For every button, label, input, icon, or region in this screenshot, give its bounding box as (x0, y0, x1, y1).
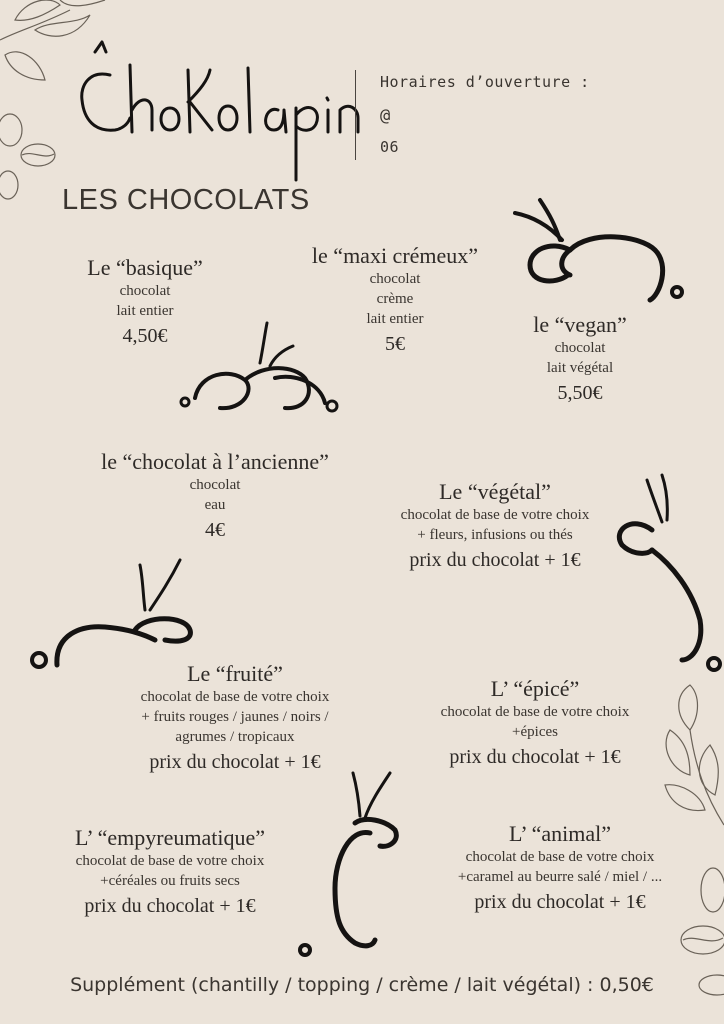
item-name: Le “végétal” (439, 479, 551, 504)
menu-item-epice (415, 676, 655, 770)
item-line: agrumes / tropicaux (175, 729, 295, 745)
item-name: L’ “empyreumatique” (75, 825, 265, 850)
rabbit-doodle-icon (612, 470, 724, 680)
item-line: lait végétal (546, 360, 614, 376)
rabbit-doodle-icon (295, 768, 410, 963)
item-line: + fruits rouges / jaunes / noirs / (141, 709, 329, 725)
leaf-branch-icon (655, 675, 724, 835)
menu-item-vegan (500, 312, 660, 406)
item-line: chocolat (554, 340, 606, 356)
item-line: +céréales ou fruits secs (100, 873, 240, 889)
item-price: 5,50€ (557, 382, 603, 404)
item-line: +épices (512, 724, 558, 740)
logo (60, 40, 360, 190)
menu-item-vegetal (375, 479, 615, 573)
header-divider (355, 70, 356, 160)
item-name: le “vegan” (533, 312, 627, 337)
item-price: 5€ (385, 333, 405, 355)
item-name: Le “fruité” (187, 661, 283, 686)
rabbit-doodle-icon (175, 318, 345, 418)
item-line: lait entier (116, 303, 174, 319)
item-line: chocolat de base de votre choix (140, 689, 330, 705)
item-line: crème (376, 291, 414, 307)
item-price: 4€ (205, 519, 225, 541)
item-line: eau (204, 497, 226, 513)
at-line: @ (380, 106, 391, 126)
item-line: + fleurs, infusions ou thés (417, 527, 573, 543)
item-line: chocolat (369, 271, 421, 287)
item-name: le “chocolat à l’ancienne” (101, 449, 329, 474)
item-line: chocolat de base de votre choix (465, 849, 655, 865)
menu-item-empyreumatique (45, 825, 295, 919)
item-price: prix du chocolat + 1€ (149, 751, 321, 773)
item-price: prix du chocolat + 1€ (474, 891, 646, 913)
menu-item-animal (420, 821, 700, 915)
item-line: chocolat de base de votre choix (75, 853, 265, 869)
item-name: le “maxi crémeux” (311, 243, 479, 268)
item-line: chocolat de base de votre choix (400, 507, 590, 523)
menu-item-fruite (105, 661, 365, 775)
item-line: chocolat (119, 283, 171, 299)
opening-hours-label: Horaires d’ouverture : (380, 73, 590, 91)
item-line: +caramel au beurre salé / miel / ... (457, 869, 663, 885)
supplement-note: Supplément (chantilly / topping / crème / lait végétal) : 0,50€ (70, 974, 654, 996)
item-name: L’ “animal” (508, 821, 611, 846)
item-price: prix du chocolat + 1€ (449, 746, 621, 768)
item-price: prix du chocolat + 1€ (84, 895, 256, 917)
item-price: 4,50€ (122, 325, 168, 347)
phone-line: 06 (380, 138, 400, 156)
item-line: lait entier (366, 311, 424, 327)
item-line: chocolat de base de votre choix (440, 704, 630, 720)
menu-item-ancienne (70, 449, 360, 543)
section-title: LES CHOCOLATS (62, 184, 310, 216)
item-price: prix du chocolat + 1€ (409, 549, 581, 571)
item-name: L’ “épicé” (490, 676, 580, 701)
rabbit-doodle-icon (25, 555, 200, 675)
item-line: chocolat (189, 477, 241, 493)
item-name: Le “basique” (87, 255, 203, 280)
rabbit-doodle-icon (510, 195, 685, 305)
